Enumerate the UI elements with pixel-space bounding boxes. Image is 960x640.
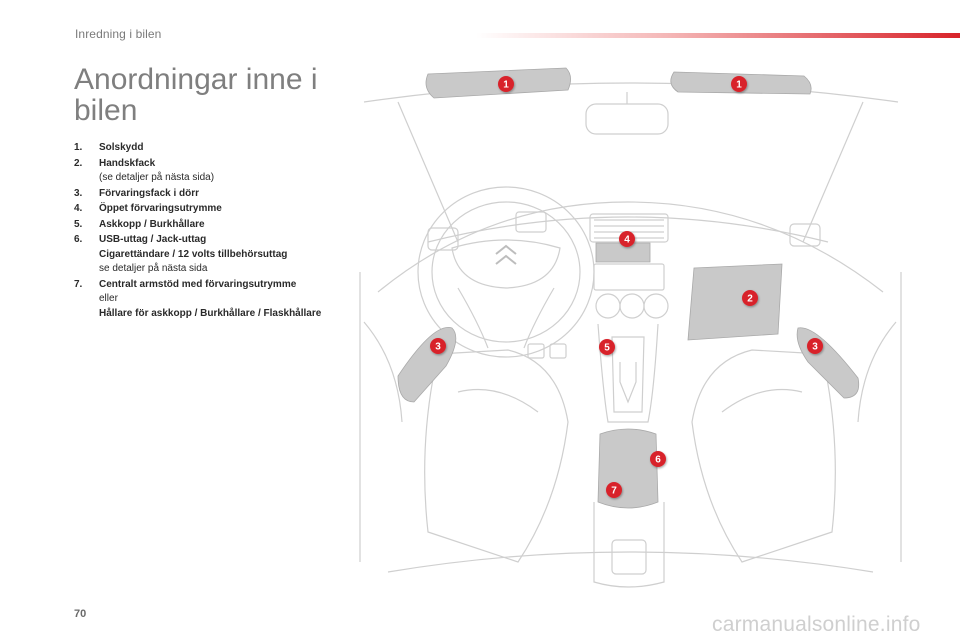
car-interior-illustration: [358, 62, 903, 610]
callout-number: 5: [604, 342, 610, 354]
legend-number: 2.: [74, 157, 83, 169]
callout-number: 3: [435, 341, 441, 353]
callout-number: 4: [624, 234, 630, 246]
legend-item: [74, 187, 364, 202]
legend-line: Förvaringsfack i dörr: [99, 187, 200, 199]
header-accent-bar: [476, 33, 960, 38]
legend-line: Handskfack: [99, 157, 156, 169]
callout-number: 2: [747, 293, 753, 305]
legend-line: Öppet förvaringsutrymme: [99, 203, 222, 214]
legend-line: (se detaljer på nästa sida): [99, 172, 215, 183]
watermark: carmanualsonline.info: [712, 613, 921, 636]
legend-item: [74, 202, 364, 217]
legend-item: [74, 218, 364, 233]
legend-item: [74, 141, 364, 156]
legend-number: 5.: [74, 218, 83, 230]
legend-text: [99, 141, 364, 156]
legend-line: Centralt armstöd med förvaringsutrymme: [99, 278, 297, 290]
legend-line: Solskydd: [99, 142, 144, 153]
legend-text: [99, 218, 364, 233]
legend-list: [74, 141, 364, 322]
legend-line: USB-uttag / Jack-uttag: [99, 234, 207, 245]
legend-number: 6.: [74, 234, 83, 245]
callout-number: 3: [812, 341, 818, 353]
legend-line: eller: [99, 293, 118, 304]
page-number: 70: [74, 608, 87, 620]
callout-number: 1: [736, 79, 742, 91]
legend-item: [74, 278, 364, 322]
legend-line: Askkopp / Burkhållare: [99, 218, 205, 230]
zone-armrest: [598, 429, 658, 508]
section-header: Inredning i bilen: [75, 27, 162, 41]
page-title: Anordningar inne i bilen: [74, 63, 318, 127]
legend-line: Cigarettändare / 12 volts tillbehörsuttag: [99, 248, 288, 260]
legend-item: [74, 157, 364, 186]
callout-number: 6: [655, 454, 661, 466]
legend-text: [99, 202, 364, 217]
legend-text: [99, 157, 364, 186]
legend-text: [99, 278, 364, 322]
legend-line: Hållare för askkopp / Burkhållare / Flaskhållare: [99, 307, 322, 319]
legend-line: se detaljer på nästa sida: [99, 263, 208, 274]
legend-text: [99, 233, 364, 277]
legend-number: 4.: [74, 203, 83, 214]
legend-number: 1.: [74, 142, 83, 153]
callout-number: 1: [503, 79, 509, 91]
zone-door-pocket-left: [398, 327, 456, 402]
legend-item: [74, 233, 364, 277]
callout-number: 7: [611, 485, 617, 497]
zone-glovebox: [688, 264, 782, 340]
legend-number: 7.: [74, 278, 83, 290]
legend-number: 3.: [74, 187, 83, 199]
legend-text: [99, 187, 364, 202]
